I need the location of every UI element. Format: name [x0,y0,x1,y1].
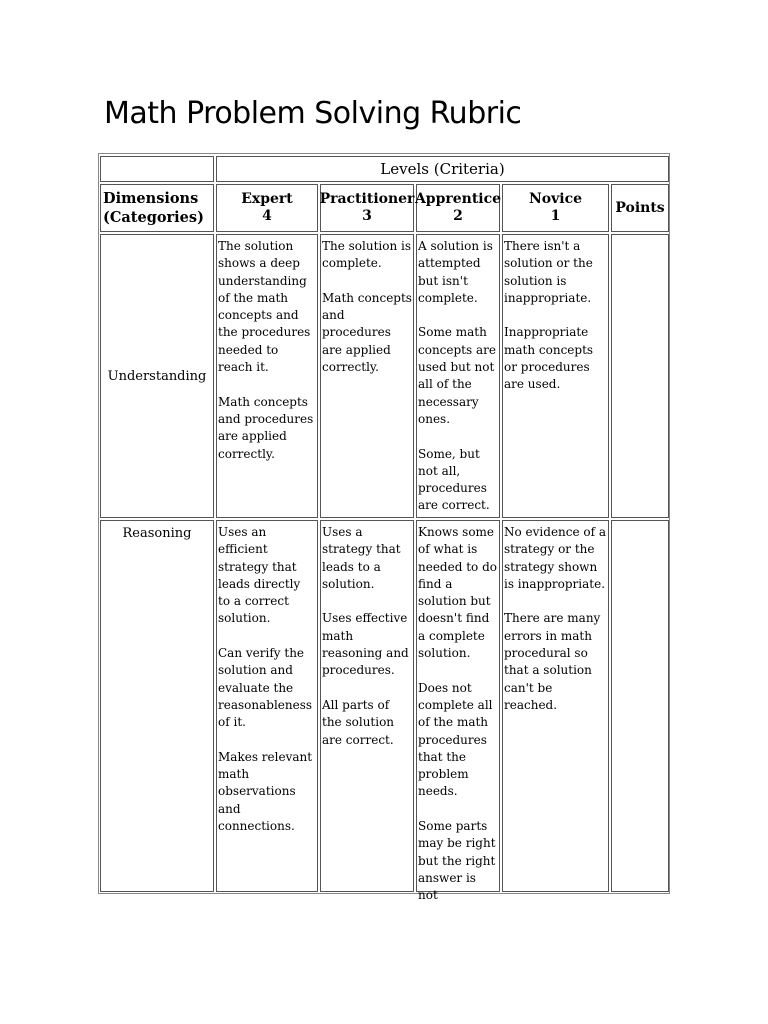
level-score: 1 [550,208,561,224]
criteria-text: Knows some of what is needed to do find a solution but doesn't find a complete solution. [418,525,497,661]
level-score: 3 [362,208,372,224]
criteria-text: Makes relevant math observations and connections. [218,749,313,834]
criteria-cell-reasoning-practitioner [320,520,414,892]
dimension-label: Understanding [107,368,207,384]
criteria-cell-reasoning-novice [502,520,609,892]
points-header [611,184,669,232]
criteria-text: Uses effective math reasoning and procedures. [322,611,409,678]
level-score: 4 [262,208,272,224]
criteria-cell-understanding-expert [216,234,318,518]
criteria-text: Can verify the solution and evaluate the reasonableness of it. [218,646,313,730]
criteria-text: The solution shows a deep understanding of the math concepts and the procedures needed to reach it. [218,239,311,375]
criteria-text: Does not complete all of the math procedures that the problem needs. [418,680,493,799]
points-label: Points [615,199,665,216]
criteria-text: The solution is complete. [322,239,412,271]
rubric-table [98,153,670,903]
dimensions-header [100,184,214,232]
page-title: Math Problem Solving Rubric [104,96,522,131]
level-header-apprentice [416,184,500,232]
criteria-cell-reasoning-expert [216,520,318,892]
dimension-label: Reasoning [122,526,192,541]
criteria-text: There are many errors in math procedural so that a solution can't be reached. [504,611,601,712]
criteria-cell-understanding-practitioner [320,234,414,518]
categories-label: (Categories) [103,209,204,226]
level-name: Novice [528,191,583,207]
levels-header [216,156,669,182]
level-header-expert [216,184,318,232]
criteria-text: Inappropriate math concepts or procedures are used. [504,325,594,392]
criteria-text: Uses a strategy that leads to a solution. [322,525,401,591]
level-name: Apprentice [414,191,502,207]
dimensions-label: Dimensions [103,190,199,207]
criteria-text: No evidence of a strategy or the strategy shown is inappropriate. [504,525,607,591]
dimension-reasoning [100,520,214,892]
criteria-text: Some math concepts are used but not all of the necessary ones. [418,325,496,426]
criteria-text: Math concepts and procedures are applied correctly. [322,290,412,375]
criteria-text: There isn't a solution or the solution is inappropriate. [504,239,593,305]
blank-corner-cell [100,156,214,182]
level-header-practitioner [320,184,414,232]
points-cell-understanding[interactable] [611,234,669,518]
level-name: Practitioner [319,191,415,207]
criteria-cell-understanding-apprentice [416,234,500,518]
criteria-cell-understanding-novice [502,234,609,518]
criteria-text: Some, but not all, procedures are correct. [418,446,490,513]
criteria-text: A solution is attempted but isn't complete. [418,239,493,305]
level-score: 2 [453,208,463,224]
dimension-understanding [100,234,214,518]
criteria-text: Math concepts and procedures are applied correctly. [218,394,314,461]
levels-header-label: Levels (Criteria) [380,159,505,178]
criteria-text: All parts of the solution are correct. [322,697,395,747]
criteria-text: Some parts may be right but the right answer is not [418,819,496,903]
level-name: Expert [241,191,293,207]
criteria-text: Uses an efficient strategy that leads directly to a correct solution. [218,525,301,626]
points-cell-reasoning[interactable] [611,520,669,892]
criteria-cell-reasoning-apprentice [416,520,500,903]
level-header-novice [502,184,609,232]
